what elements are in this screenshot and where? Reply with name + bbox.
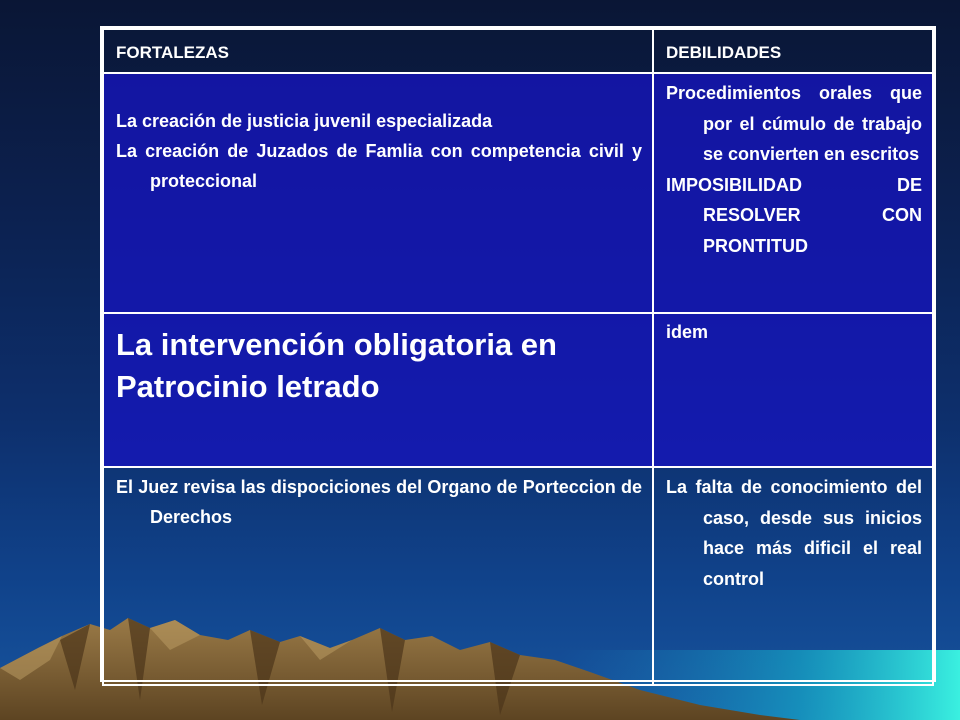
strengths-weaknesses-table: [100, 26, 936, 682]
header-debilidades: DEBILIDADES: [653, 29, 933, 73]
cell-fortalezas-2: [103, 313, 653, 467]
cell-fortalezas-1: [103, 73, 653, 313]
header-fortalezas: FORTALEZAS: [103, 29, 653, 73]
cell-debilidades-2: [653, 313, 933, 467]
cell-fortalezas-3: [103, 467, 653, 685]
weakness-item: La falta de conocimiento del caso, desde sus inicios hace más dificil el real control: [666, 477, 922, 589]
strength-item: El Juez revisa las dispociciones del Organo de Porteccion de Derechos: [116, 477, 642, 527]
strength-item: La intervención obligatoria en Patrocinio letrado: [116, 327, 557, 404]
weakness-item: idem: [666, 322, 709, 342]
strength-item: La creación de Juzados de Famlia con competencia civil y proteccional: [116, 141, 642, 191]
weakness-item: Procedimientos orales que por el cúmulo de trabajo se convierten en escritos: [666, 83, 922, 164]
cell-debilidades-1: [653, 73, 933, 313]
cell-debilidades-3: [653, 467, 933, 685]
strength-item: La creación de justicia juvenil especializada: [116, 111, 493, 131]
weakness-item: IMPOSIBILIDAD DE RESOLVER CON PRONTITUD: [666, 174, 922, 256]
